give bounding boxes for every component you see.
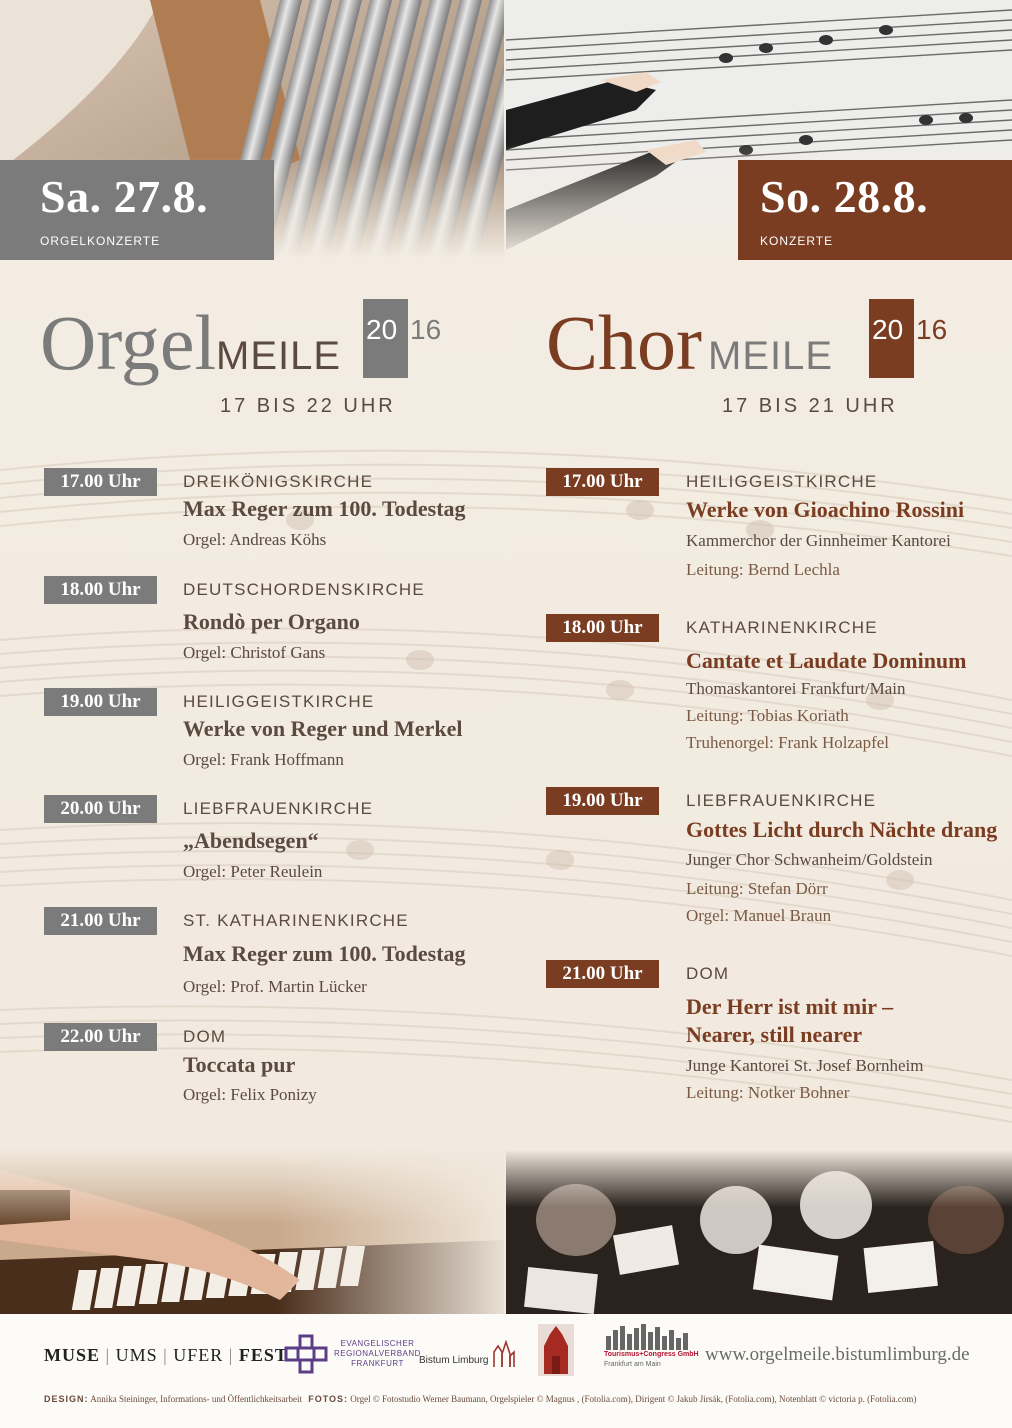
left-event-time: 22.00 Uhr [44, 1023, 157, 1051]
left-event-venue: LIEBFRAUENKIRCHE [183, 799, 374, 818]
left-event-detail: Orgel: Felix Ponizy [183, 1085, 317, 1104]
right-event-detail: Leitung: Notker Bohner [686, 1083, 850, 1102]
brand-word-chor: Chor [546, 299, 702, 386]
right-event-detail: Leitung: Bernd Lechla [686, 560, 840, 579]
right-event-detail: Kammerchor der Ginnheimer Kantorei [686, 531, 951, 550]
left-event-venue: DOM [183, 1027, 227, 1046]
left-event-time: 19.00 Uhr [44, 688, 157, 716]
evangelischer-regionalverband-icon [284, 1334, 328, 1376]
museumsuferfest-logo: MUSE | UMS | UFER | FEST [44, 1345, 288, 1365]
right-event-venue: LIEBFRAUENKIRCHE [686, 791, 877, 810]
right-event-time: 17.00 Uhr [546, 468, 659, 496]
hours-left: 17 BIS 22 UHR [220, 395, 396, 417]
logo-part-ums: UMS [115, 1345, 158, 1365]
year-right-second: 16 [916, 314, 948, 345]
right-event-title: Der Herr ist mit mir – [686, 994, 894, 1019]
organ-keys-photo [0, 1150, 504, 1314]
right-event-detail: Junger Chor Schwanheim/Goldstein [686, 850, 933, 869]
right-event-detail: Truhenorgel: Frank Holzapfel [686, 733, 890, 752]
logo-part-ufer: UFER [173, 1345, 224, 1365]
credits-design-label: DESIGN: [44, 1394, 89, 1404]
right-event-title: Cantate et Laudate Dominum [686, 648, 967, 673]
brand-word-orgel: Orgel [40, 299, 217, 386]
year-left-second: 16 [410, 314, 442, 345]
left-event-time: 18.00 Uhr [44, 576, 157, 604]
left-event-time: 20.00 Uhr [44, 795, 157, 823]
left-event-time: 17.00 Uhr [44, 468, 157, 496]
right-event-time: 21.00 Uhr [546, 960, 659, 988]
left-event-venue: ST. KATHARINENKIRCHE [183, 911, 409, 930]
left-event-time: 21.00 Uhr [44, 907, 157, 935]
year-right-first: 20 [872, 314, 904, 345]
right-event-venue: KATHARINENKIRCHE [686, 618, 878, 637]
right-event-detail: Leitung: Tobias Koriath [686, 706, 849, 725]
left-event-title: „Abendsegen“ [183, 828, 319, 853]
date-saturday-subtitle: ORGELKONZERTE [40, 234, 161, 248]
limburg-cathedral-icon [492, 1340, 516, 1368]
right-event-detail: Junge Kantorei St. Josef Bornheim [686, 1056, 924, 1075]
right-event-time: 19.00 Uhr [546, 787, 659, 815]
left-event-detail: Orgel: Prof. Martin Lücker [183, 977, 367, 996]
right-event-title-second-line: Nearer, still nearer [686, 1022, 863, 1047]
left-event-venue: HEILIGGEISTKIRCHE [183, 692, 375, 711]
right-event-venue: DOM [686, 964, 730, 983]
brand-word-meile-right: MEILE [708, 334, 834, 378]
erv-text [334, 1339, 421, 1369]
choir-photo [506, 1150, 1012, 1314]
left-event-detail: Orgel: Peter Reulein [183, 862, 323, 881]
credits-line [44, 1394, 1004, 1404]
right-event-detail: Thomaskantorei Frankfurt/Main [686, 679, 906, 698]
left-event-venue: DREIKÖNIGSKIRCHE [183, 472, 374, 491]
left-event-title: Toccata pur [183, 1052, 296, 1077]
tcc-name: Tourismus+Congress GmbH [604, 1351, 699, 1358]
left-event-detail: Orgel: Christof Gans [183, 643, 326, 662]
right-event-title: Gottes Licht durch Nächte drang [686, 817, 998, 842]
frankfurt-skyline-icon [604, 1324, 694, 1350]
credits-fotos: Orgel © Fotostudio Werner Baumann, Orgelspieler © Magnus , (Fotolia.com), Dirigent © Jakub Jirsák, (Fotolia.com), Notenblatt © victoria p. (Fotolia.com) [350, 1394, 917, 1404]
erv-line: FRANKFURT [351, 1359, 404, 1368]
date-sunday: So. 28.8. [760, 171, 929, 222]
left-event-title: Max Reger zum 100. Todestag [183, 941, 466, 966]
date-saturday: Sa. 27.8. [40, 171, 209, 222]
erv-line: REGIONALVERBAND [334, 1349, 421, 1358]
erv-line: EVANGELISCHER [340, 1339, 415, 1348]
tcc-city: Frankfurt am Main [604, 1361, 661, 1368]
credits-fotos-label: FOTOS: [308, 1394, 349, 1404]
hours-right: 17 BIS 21 UHR [722, 395, 898, 417]
left-event-title: Rondò per Organo [183, 609, 360, 634]
year-left-first: 20 [366, 314, 398, 345]
left-event-title: Werke von Reger und Merkel [183, 716, 463, 741]
right-event-venue: HEILIGGEISTKIRCHE [686, 472, 878, 491]
brand-word-meile-left: MEILE [216, 334, 342, 378]
cathedral-emblem [538, 1324, 574, 1376]
left-event-detail: Orgel: Andreas Köhs [183, 530, 327, 549]
logo-part-muse: MUSE [44, 1345, 101, 1365]
logo-part-fest: FEST [238, 1345, 288, 1365]
left-event-title: Max Reger zum 100. Todestag [183, 496, 466, 521]
right-event-title: Werke von Gioachino Rossini [686, 497, 965, 522]
date-sunday-subtitle: KONZERTE [760, 234, 834, 248]
right-event-time: 18.00 Uhr [546, 614, 659, 642]
footer [0, 1314, 1012, 1428]
website-link[interactable]: www.orgelmeile.bistumlimburg.de [705, 1344, 970, 1365]
right-event-detail: Leitung: Stefan Dörr [686, 879, 828, 898]
left-event-venue: DEUTSCHORDENSKIRCHE [183, 580, 425, 599]
credits-design: Annika Steininger, Informations- und Öffentlichkeitsarbeit [90, 1394, 302, 1404]
left-event-detail: Orgel: Frank Hoffmann [183, 750, 344, 769]
right-event-detail: Orgel: Manuel Braun [686, 906, 832, 925]
bistum-limburg-label: Bistum Limburg [419, 1355, 489, 1366]
